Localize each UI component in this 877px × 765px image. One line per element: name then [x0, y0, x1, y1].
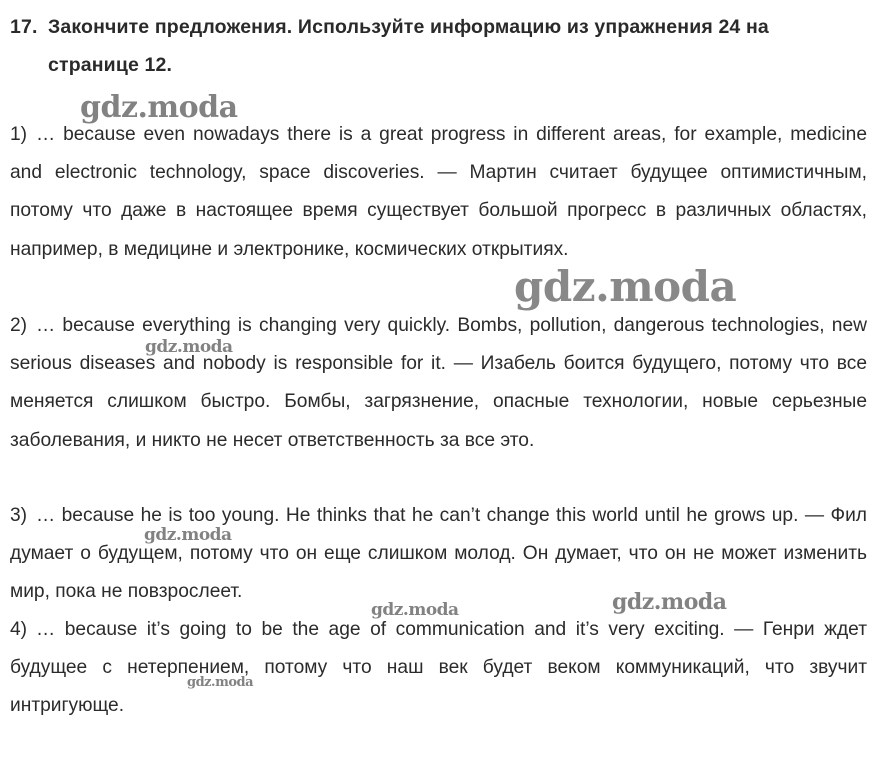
answer-number: 1): [10, 124, 28, 145]
answer-text: … because it’s going to be the age of communication and it’s very exciting. — Генри ждет будущее с нетерпением, потому что наш век будет веком коммуникаций, что звучит интригующе.: [10, 619, 867, 717]
task-title-line2: странице 12.: [48, 54, 173, 76]
watermark: gdz.moda: [514, 262, 737, 311]
answer-item-4: [10, 611, 867, 726]
answer-number: 4): [10, 619, 28, 640]
task-title-line1: Закончите предложения. Используйте информацию из упражнения 24 на: [48, 16, 769, 38]
answer-item-3: [10, 497, 867, 612]
answer-text: … because even nowadays there is a great progress in different areas, for example, medicine and electronic technology, space discoveries. — Мартин считает будущее оптимистичным, потому что даже в настоящее время существует большой прогресс в различных областях, например, в медицине и электронике, космических открытиях.: [10, 124, 867, 260]
task-number: 17.: [10, 16, 38, 38]
answer-text: … because everything is changing very quickly. Bombs, pollution, dangerous technologies, new serious diseases and nobody is responsible for it. — Изабель боится будущего, потому что все меняется слишком быстро. Бомбы, загрязнение, опасные технологии, новые серьезные заболевания, и никто не несет ответственность за все это.: [10, 315, 867, 451]
watermark: gdz.moda: [612, 589, 727, 615]
watermark: gdz.moda: [80, 90, 238, 125]
answer-number: 2): [10, 315, 28, 336]
answer-item-2: [10, 307, 867, 460]
watermark: gdz.moda: [145, 337, 233, 357]
watermark: gdz.moda: [371, 600, 459, 620]
answer-text: … because he is too young. He thinks that he can’t change this world until he grows up. — Фил думает о будущем, потому что он еще слишком молод. Он думает, что он не может изменить мир, пока не повзрослеет.: [10, 505, 867, 603]
answer-number: 3): [10, 505, 28, 526]
watermark: gdz.moda: [144, 525, 232, 545]
answer-item-1: [10, 116, 867, 269]
watermark: gdz.moda: [187, 675, 254, 690]
task-heading: [10, 8, 870, 84]
